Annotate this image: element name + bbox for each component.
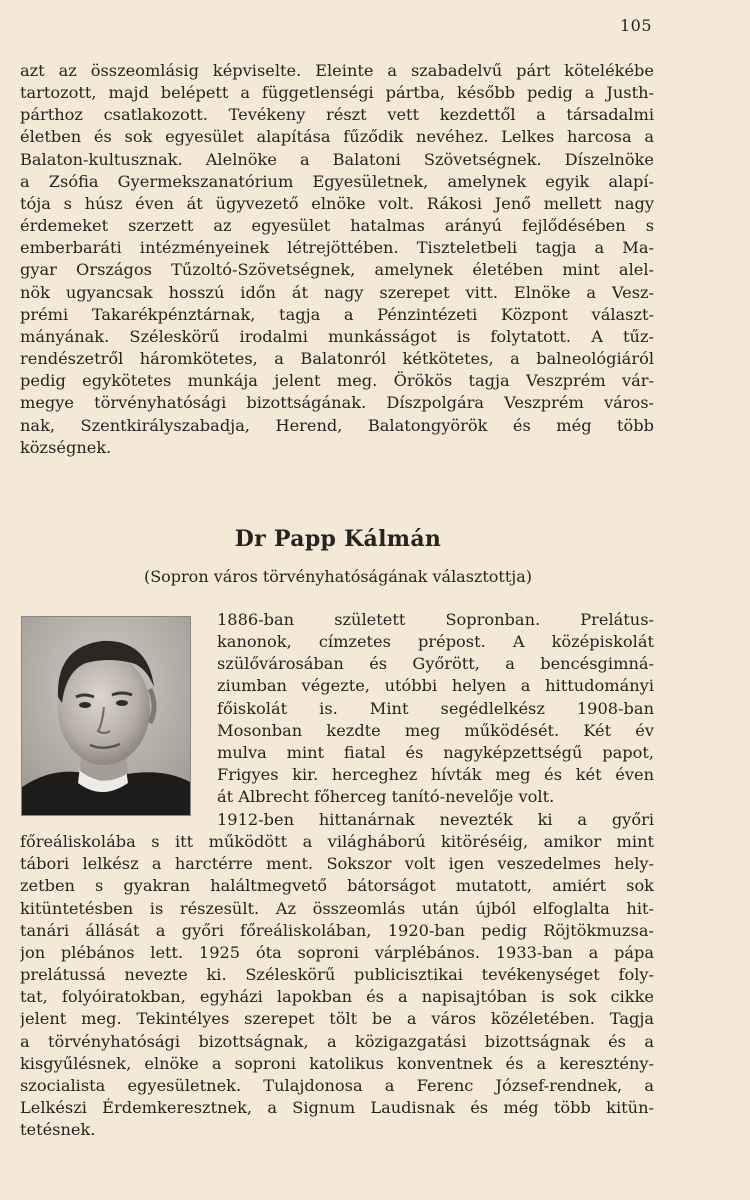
intro-line-12: prémi Takarékpénztárnak, tagja a Pénzintézeti Központ választ- — [20, 304, 654, 324]
entry-full-line-3: tábori lelkész a harctérre ment. Sokszor volt igen veszedelmes hely- — [20, 854, 654, 874]
intro-line-6: a Zsófia Gyermekszanatórium Egyesületnek, amelynek egyik alapí- — [20, 171, 654, 191]
entry-subtitle: (Sopron város törvényhatóságának választottja) — [143, 567, 533, 586]
intro-line-17: nak, Szentkirályszabadja, Herend, Balatongyörök és még több — [20, 415, 654, 435]
entry-side-line-1: 1886-ban született Sopronban. Prelátus- — [217, 610, 654, 629]
entry-full-line-14: Lelkészi Érdemkeresztnek, a Signum Laudisnak és még több kitün- — [20, 1098, 654, 1118]
entry-side-line-8: Frigyes kir. herceghez hívták meg és két éven — [217, 765, 654, 785]
entry-full-line-7: jon plébános lett. 1925 óta soproni várplébános. 1933-ban a pápa — [20, 942, 654, 962]
entry-side-line-7: mulva mint fiatal és nagyképzettségű papot, — [217, 742, 654, 762]
entry-side-line-4: ziumban végezte, utóbbi helyen a hittudományi — [217, 676, 654, 696]
portrait-image — [22, 617, 190, 815]
entry-paragraph-side — [217, 609, 654, 808]
entry-paragraph-full — [20, 809, 654, 1141]
intro-line-11: nök ugyancsak hosszú időn át nagy szerepet vitt. Elnöke a Vesz- — [20, 282, 654, 302]
intro-line-7: tója s húsz éven át ügyvezető elnöke volt. Rákosi Jenő mellett nagy — [20, 193, 654, 213]
portrait-photo — [21, 616, 191, 816]
entry-full-line-9: tat, folyóiratokban, egyházi lapokban és a napisajtóban is sok cikke — [20, 987, 654, 1007]
intro-line-10: gyar Országos Tűzoltó-Szövetségnek, amelynek életében mint alel- — [20, 260, 654, 280]
intro-line-3: párthoz csatlakozott. Tevékeny részt vett kezdettől a társadalmi — [20, 105, 654, 125]
intro-line-1: azt az összeomlásig képviselte. Eleinte a szabadelvű párt kötelékébe — [20, 61, 654, 80]
entry-full-line-11: a törvényhatósági bizottságnak, a közigazgatási bizottságnak és a — [20, 1031, 654, 1051]
entry-side-line-6: Mosonban kezdte meg működését. Két év — [217, 720, 654, 740]
entry-side-line-9: át Albrecht főherceg tanító-nevelője volt. — [217, 787, 555, 807]
entry-full-line-2: főreáliskolába s itt működött a világháború kitöréséig, amikor mint — [20, 832, 654, 852]
page-number: 105 — [620, 16, 653, 35]
entry-full-line-8: prelátussá nevezte ki. Széleskörű publicisztikai tevékenységet foly- — [20, 965, 654, 985]
entry-full-line-15: tetésnek. — [20, 1120, 96, 1140]
entry-full-line-1: 1912-ben hittanárnak nevezték ki a győri — [217, 810, 654, 829]
entry-full-line-6: tanári állását a győri főreáliskolában, 1920-ban pedig Röjtökmuzsa- — [20, 920, 654, 940]
intro-line-16: megye törvényhatósági bizottságának. Díszpolgára Veszprém város- — [20, 393, 654, 413]
entry-full-line-5: kitüntetésben is részesült. Az összeomlás után újból elfoglalta hit- — [20, 898, 654, 918]
entry-full-line-12: kisgyűlésnek, elnöke a soproni katolikus konventnek és a keresztény- — [20, 1053, 654, 1073]
intro-line-18: községnek. — [20, 437, 112, 457]
entry-full-line-4: zetben s gyakran haláltmegvető bátorságot mutatott, amiért sok — [20, 876, 654, 896]
intro-line-13: mányának. Széleskörű irodalmi munkásságot is folytatott. A tűz- — [20, 326, 654, 346]
entry-side-line-3: szülővárosában és Győrött, a bencésgimná- — [217, 654, 654, 674]
intro-line-2: tartozott, majd belépett a függetlenségi pártba, később pedig a Justh- — [20, 83, 654, 103]
intro-line-9: emberbaráti intézményeinek létrejöttében. Tiszteletbeli tagja a Ma- — [20, 238, 654, 258]
entry-title: Dr Papp Kálmán — [234, 526, 442, 552]
entry-side-line-5: főiskolát is. Mint segédlelkész 1908-ban — [217, 698, 654, 718]
intro-line-14: rendészetről háromkötetes, a Balatonról kétkötetes, a balneológiáról — [20, 349, 654, 369]
intro-line-8: érdemeket szerzett az egyesület hatalmas arányú fejlődésében s — [20, 216, 654, 236]
intro-line-15: pedig egykötetes munkája jelent meg. Örökös tagja Veszprém vár- — [20, 371, 654, 391]
intro-line-4: életben és sok egyesület alapítása fűződik nevéhez. Lelkes harcosa a — [20, 127, 654, 147]
entry-side-line-2: kanonok, címzetes prépost. A középiskolát — [217, 632, 654, 652]
intro-paragraph — [20, 60, 654, 459]
entry-full-line-10: jelent meg. Tekintélyes szerepet tölt be a város közéletében. Tagja — [20, 1009, 654, 1029]
intro-line-5: Balaton-kultusznak. Alelnöke a Balatoni Szövetségnek. Díszelnöke — [20, 149, 654, 169]
entry-full-line-13: szocialista egyesületnek. Tulajdonosa a Ferenc József-rendnek, a — [20, 1075, 654, 1095]
